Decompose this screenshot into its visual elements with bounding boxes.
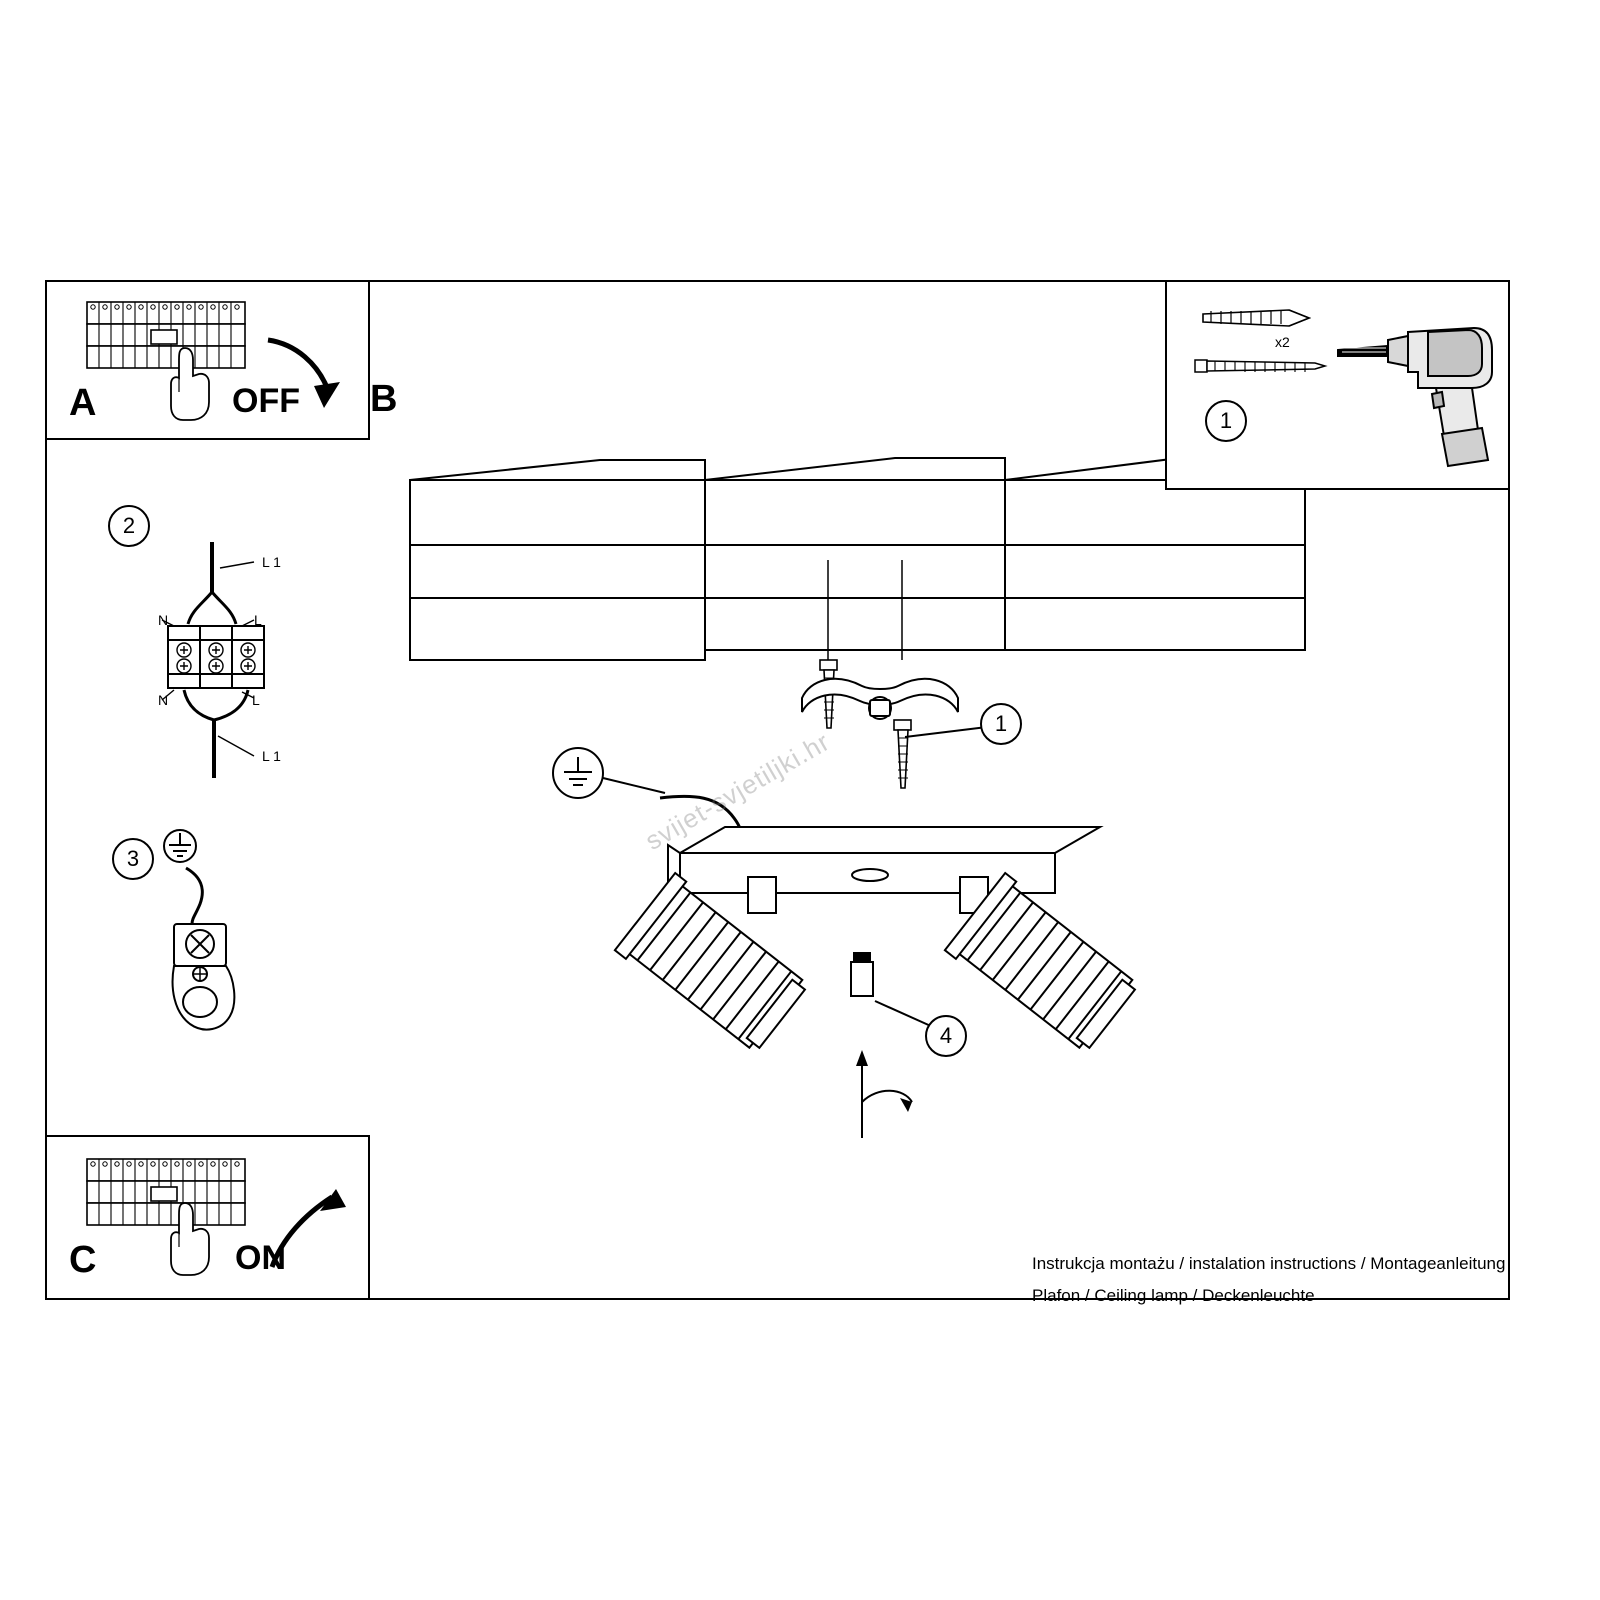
callout-2-number: 2	[122, 513, 136, 538]
earth-ground-icon-step3	[162, 828, 202, 864]
step-b-letter: B	[370, 378, 398, 420]
wire-label-l-bottom: L	[252, 692, 260, 708]
step-a-panel	[45, 280, 370, 440]
step-c-action-label: ON	[235, 1239, 286, 1277]
step-1-panel	[1165, 280, 1510, 490]
callout-1-panel	[1205, 400, 1247, 442]
wire-label-n-top: N	[158, 612, 169, 628]
screw-icon	[1193, 350, 1333, 384]
spotlight-right	[945, 885, 1155, 1065]
earth-ground-screw-icon	[160, 862, 280, 1042]
callout-3	[112, 838, 154, 880]
caption-line-2: Plafon / Ceiling lamp / Deckenleuchte	[1032, 1286, 1315, 1306]
step-c-panel	[45, 1135, 370, 1300]
wire-label-l-top: L	[254, 612, 262, 628]
hand-pointing-icon	[165, 344, 225, 424]
callout-2	[108, 505, 150, 547]
spotlight-left	[615, 885, 815, 1065]
callout-1-bracket-number: 1	[994, 711, 1008, 736]
hand-pointing-icon-c	[165, 1199, 225, 1279]
wire-label-n-bottom: N	[158, 692, 169, 708]
wire-terminal-connector-icon	[150, 540, 330, 790]
wire-label-l1-bottom: L 1	[262, 748, 281, 764]
caption-line-1: Instrukcja montażu / instalation instructions / Montageanleitung	[1032, 1254, 1506, 1273]
caption-block	[1032, 1248, 1505, 1313]
mounting-bracket-icon	[790, 560, 970, 820]
step-b-letter-wrap	[370, 380, 397, 418]
wall-plug-icon	[1197, 300, 1327, 350]
step-a-action-label: OFF	[232, 382, 300, 420]
watermark: svijet-svjetiljki.hr	[640, 726, 835, 856]
power-drill-icon	[1332, 302, 1512, 472]
wire-label-l1-top: L 1	[262, 554, 281, 570]
callout-1-bracket	[980, 703, 1022, 745]
step-c-letter: C	[69, 1239, 97, 1281]
step-1-quantity: x2	[1275, 334, 1290, 350]
rotation-arrow-icon	[820, 1040, 940, 1150]
step-a-letter: A	[69, 382, 97, 424]
callout-3-number: 3	[126, 846, 140, 871]
callout-1-panel-number: 1	[1219, 408, 1233, 433]
callout-4-number: 4	[939, 1023, 953, 1048]
